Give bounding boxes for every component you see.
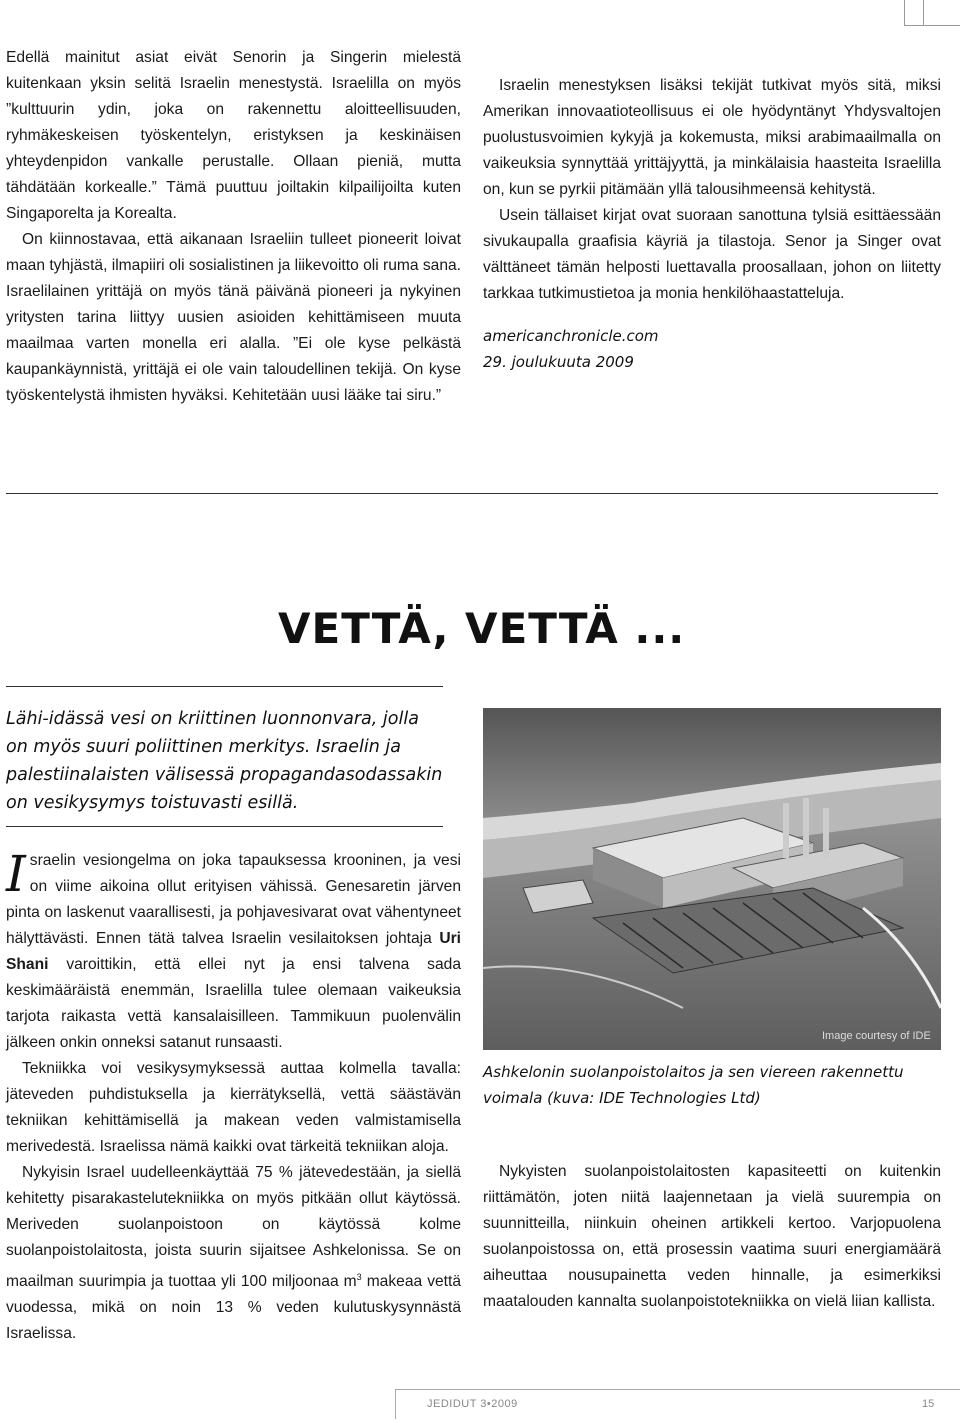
paragraph: Nykyisten suolanpoistolaitosten kapasiteetti on kuitenkin riittämätön, joten niitä laajennetaan ja vielä suurempia on suunnitteilla, niinkuin oheinen artikkeli kertoo. Varjopuolena suolanpoistossa on, että prosessin vaatima suuri energiamäärä aiheuttaa nousupainetta veden hinnalle, ja esimerkiksi maatalouden kannalta suolanpoistotekniikka on vielä liian kallista. <box>483 1163 941 1310</box>
source-link[interactable]: americanchronicle.com <box>483 327 659 345</box>
article-title: VETTÄ, VETTÄ ... <box>278 604 686 653</box>
photo-credit: Image courtesy of IDE <box>822 1030 931 1042</box>
article-body-left <box>6 845 461 1347</box>
magazine-issue: JEDIDUT 3•2009 <box>427 1398 518 1410</box>
section-divider <box>6 493 938 494</box>
lead-paragraph: Israelin vesiongelma on joka tapauksessa krooninen, ja vesi on viime aikoina ollut erityisen vähissä. Genesaretin järven pinta on laskenut vaarallisesti, ja pohjavesivarat ovat vähentyneet hälyttävästi. Ennen tätä talvea Israelin vesilaitoksen johtaja Uri Shani varoittikin, että ellei nyt ja ensi talvena sada keskimääräistä enemmän, Israelilla tulee olemaan vaikeuksia tarjota raikasta vettä kansalaisilleen. Tammikuun puolenvälin jälkeen onkin onneksi satanut runsaasti. <box>6 845 461 1051</box>
subtitle-bottom-rule <box>6 826 443 827</box>
page-number: 15 <box>922 1398 935 1410</box>
paragraph: Tekniikka voi vesikysymyksessä auttaa kolmella tavalla: jäteveden puhdistuksella ja kierrätyksellä, vettä säästävän tekniikan kehittämisellä ja makean veden valmistamisella merivedestä. Israelissa nämä kaikki ovat tärkeitä tekniikan aloja. <box>6 1060 461 1155</box>
paragraph: Edellä mainitut asiat eivät Senorin ja Singerin mielestä kuitenkaan yksin selitä Israelin menestystä. Israelilla on myös ”kulttuurin ydin, joka on rakennettu aloitteellisuuden, ryhmäkeskeisen työskentelyn, eristyksen ja keskinäisen yhteydenpidon vankalle perustalle. Ollaan pieniä, mutta tähdätään korkealle.” Tämä puuttuu joiltakin kilpailijoilta kuten Singaporelta ja Korealta. <box>6 49 461 222</box>
paragraph: Usein tällaiset kirjat ovat suoraan sanottuna tylsiä esittäessään sivukaupalla graafisia käyriä ja tilastoja. Senor ja Singer ovat välttäneet tämän helposti luettavalla proosallaan, johon on liitetty tarkkaa tutkimustietoa ja monia henkilöhaastatteluja. <box>483 207 941 302</box>
desalination-plant-photo <box>483 708 941 1050</box>
top-left-column <box>6 45 461 409</box>
subtitle-top-rule <box>6 686 443 687</box>
paragraph: On kiinnostavaa, että aikanaan Israeliin tulleet pioneerit loivat maan tyhjästä, ilmapiiri oli sosialistinen ja liikevoitto oli ruma sana. Israelilainen yrittäjä on myös tänä päivänä pioneeri ja nykyinen yritysten tarina liittyy uusien asioiden kehittämiseen muuta maailmaa varten monella eri alalla. ”Ei ole kyse pelkästä kaupankäynnistä, yrittäjä ei ole vain taloudellinen tekijä. On kyse työskentelystä ihmisten hyväksi. Kehitetään uusi lääke tai siru.” <box>6 231 462 404</box>
article-subtitle: Lähi-idässä vesi on kriittinen luonnonvara, jolla on myös suuri poliittinen merkitys. Israelin ja palestiinalaisten välisessä propagandasodassakin on vesikysymys toistuvasti esillä. <box>6 709 443 813</box>
drop-cap: I <box>6 845 26 903</box>
footer-tick <box>395 1389 396 1419</box>
article-body-right <box>483 1159 941 1315</box>
photo-caption: Ashkelonin suolanpoistolaitos ja sen viereen rakennettu voimala (kuva: IDE Technologies Ltd) <box>483 1063 904 1107</box>
crop-mark <box>904 0 960 26</box>
paragraph: Nykyisin Israel uudelleenkäyttää 75 % jätevedestään, ja siellä kehitetty pisarakastelutekniikka on myös pitkään ollut käytössä. Meriveden suolanpoistoon on käytössä kolme suolanpoistolaitosta, joista suurin sijaitsee Ashkelonissa. Se on maailman suurimpia ja tuottaa yli 100 miljoonaa $m^3$ makeaa vettä vuodessa, mikä on noin 13 % veden kulutuskysynnästä Israelissa. <box>6 1164 461 1343</box>
paragraph: Israelin menestyksen lisäksi tekijät tutkivat myös sitä, miksi Amerikan innovaatioteollisuus ei ole hyödyntänyt Yhdysvaltojen puolustusvoimien kykyjä ja kokemusta, miksi arabimaailmalla on vaikeuksia synnyttää yrittäjyyttä, ja minkälaisia haasteita Israelilla on, kun se pyrkii pitämään yllä talousihmeensä kehitystä. <box>483 77 941 198</box>
source-date: 29. joulukuuta 2009 <box>483 353 634 371</box>
top-right-column <box>483 73 941 375</box>
footer-rule <box>395 1389 960 1390</box>
person-name: Uri Shani <box>6 930 461 973</box>
